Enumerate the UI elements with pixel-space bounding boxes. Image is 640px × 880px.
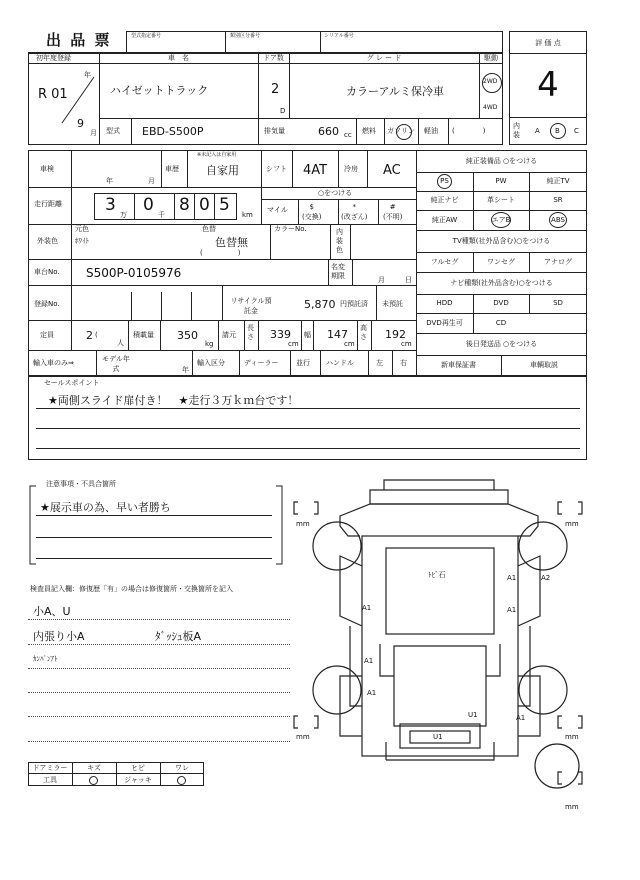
moto-label: 元色	[75, 225, 89, 233]
height-cm: cm	[401, 340, 412, 348]
legend-hibi: ヒビ	[131, 763, 145, 772]
moto: ﾎﾜｲﾄ	[75, 237, 89, 245]
width-cm: cm	[344, 340, 355, 348]
legend-jack: ジャッキ	[124, 775, 152, 784]
interior-a: A	[535, 127, 540, 135]
diagram-mark-a1-4: A1	[364, 657, 374, 665]
notes-bracket	[28, 484, 284, 566]
mileage-man: 万	[120, 211, 127, 219]
length-label: 長さ	[247, 324, 254, 341]
capacity: 2	[86, 329, 93, 342]
later-manual: 車輌取説	[530, 361, 558, 369]
oil-label: 軽油	[424, 127, 438, 135]
interior-c: C	[574, 127, 579, 135]
legend-tools-mark	[89, 776, 98, 785]
diagram-mark-a1-1: A1	[507, 574, 517, 582]
legend-jack-mark	[177, 776, 186, 785]
month-value: 9	[77, 117, 84, 130]
model-label: 型式	[106, 127, 120, 135]
interior-label: 内装	[513, 122, 520, 139]
inspector-line-2: 内張り小A	[33, 630, 85, 643]
history-label: 車歴	[165, 165, 179, 173]
capacity-persons: 人	[117, 339, 124, 347]
length-cm: cm	[288, 340, 299, 348]
reg-label: 登録No.	[34, 300, 60, 308]
displacement-label: 排気量	[264, 127, 285, 135]
legend-mirror: ドアミラー	[32, 763, 68, 772]
load-kg: kg	[205, 340, 214, 348]
mileage-choose: ○をつける	[318, 189, 353, 197]
height: 192	[385, 328, 406, 341]
recycle-yen: 円預託済	[340, 300, 368, 308]
interior-b: B	[555, 127, 560, 135]
door-label: ドア数	[263, 54, 284, 62]
import-dealer: ディーラー	[244, 359, 279, 367]
cooler: AC	[383, 163, 401, 178]
meigi-tsuki: 月	[378, 276, 385, 284]
diagram-mark-a1-3: A1	[507, 606, 517, 614]
later-warranty: 新車保証書	[441, 361, 476, 369]
mm-2: mm	[565, 520, 579, 528]
year-value: R 01	[38, 87, 68, 102]
katashiki-label: 型式指定番号	[131, 33, 162, 39]
notes-label: 注意事項・不具合箇所	[46, 480, 116, 488]
cc: cc	[344, 131, 352, 139]
import-heikou: 並行	[296, 359, 310, 367]
diagram-mark-a1-2: A1	[362, 604, 372, 612]
car-diagram	[290, 476, 590, 816]
inspector-label: 検査員記入欄：修復歴「有」の場合は修復箇所・交換箇所を記入	[30, 585, 233, 593]
drive-4wd: 4WD	[483, 104, 498, 111]
equip-ps: PS	[440, 177, 449, 185]
navi-title: ナビ種類(社外品含む)○をつける	[450, 278, 553, 287]
form-title: 出 品 票	[46, 31, 112, 49]
mileage-digit-3: 8	[179, 195, 190, 215]
sales-text: ★両側スライド扉付き！ ★走行３万ｋｍ台です！	[48, 394, 299, 407]
score-label: 評 価 点	[535, 38, 561, 47]
shaken-year: 年	[106, 177, 113, 185]
mileage-label: 走行距離	[34, 200, 62, 208]
mileage-digit-2: 0	[143, 195, 154, 215]
mm-3: mm	[296, 733, 310, 741]
model-year: モデル年式	[102, 355, 130, 373]
diagram-mark-a1-5: A1	[367, 689, 377, 697]
color-label: 外装色	[37, 237, 58, 245]
history-note: ※未記入は自家用	[197, 152, 237, 158]
chassis-label: 車台No.	[34, 268, 60, 276]
equip-abs: ABS	[551, 215, 565, 224]
shaken-label: 車検	[40, 165, 54, 173]
model: EBD-S500P	[142, 125, 204, 138]
ruibetsu-label: 類別区分番号	[230, 33, 261, 39]
mileage-sen: 千	[158, 211, 165, 219]
year-label: 初年度登録	[36, 54, 71, 62]
diagram-mark-a1-6: A1	[516, 714, 526, 722]
import-left: 左	[376, 359, 383, 367]
mm-5: mm	[565, 803, 579, 811]
mileage-digit-4: 0	[199, 195, 210, 215]
equip-sr: SR	[553, 196, 563, 204]
import-kubun: 輸入区分	[197, 359, 225, 367]
serial-label: シリアル番号	[324, 33, 354, 39]
mileage-fumei: # (不明)	[383, 203, 403, 221]
ukeoi-label: 請元	[222, 331, 236, 339]
equip-pw: PW	[495, 177, 507, 185]
chassis: S500P-0105976	[86, 266, 182, 280]
navi-hdd: HDD	[436, 299, 453, 307]
navi-sd: SD	[553, 299, 563, 307]
inspector-line-3: ﾀﾞｯｼｭ板A	[155, 630, 202, 643]
mileage-digit-1: 3	[105, 195, 116, 215]
year-prefix: 年	[84, 71, 91, 79]
legend-tools: 工具	[43, 775, 57, 784]
color-paren: ( )	[200, 249, 241, 257]
navi-dvd: DVD	[493, 299, 509, 307]
equip-leather: 革シート	[487, 196, 515, 204]
notes-text: ★展示車の為、早い者勝ち	[40, 501, 171, 514]
mileage-koukan: $ (交換)	[302, 203, 322, 221]
iro-label: 色替	[202, 225, 216, 233]
dvd-play: DVD再生可	[426, 318, 463, 327]
meigi-label: 名変期限	[331, 263, 345, 280]
door-sub: D	[280, 107, 286, 115]
mileage-kaizan: * (改ざん)	[341, 203, 368, 221]
diagram-mark-tobiishi: ﾄﾋﾞ石	[428, 571, 446, 579]
displacement: 660	[318, 125, 339, 138]
import-only: 輸入車のみ⇒	[33, 359, 74, 367]
legend-kizu: キズ	[87, 763, 101, 772]
later-title: 後日発送品 ○をつける	[465, 339, 538, 348]
shift-label: シフト	[266, 165, 287, 173]
month-unit: 月	[90, 129, 97, 137]
meigi-hi: 日	[405, 276, 412, 284]
recycle-label: リサイクル預託金	[230, 297, 272, 315]
length: 339	[270, 328, 291, 341]
drive-2wd: 2WD	[483, 78, 498, 85]
shift: 4AT	[303, 163, 328, 178]
sales-label: セールスポイント	[44, 379, 100, 387]
import-right: 右	[400, 359, 407, 367]
height-label: 高さ	[360, 324, 367, 341]
oil-bracket: ( )	[452, 127, 486, 135]
naisou-label: 内装色	[336, 228, 343, 254]
inspector-line-1: 小A、U	[33, 605, 71, 618]
shaken-month: 月	[148, 177, 155, 185]
tv-analog: アナログ	[544, 257, 572, 266]
doors: 2	[271, 82, 280, 97]
equip-title: 純正装備品 ○をつける	[465, 156, 538, 165]
fuel: ガソリン	[387, 127, 415, 135]
tv-title: TV種類(社外品含む)○をつける	[452, 236, 551, 245]
legend-ware: ワレ	[175, 763, 189, 772]
equip-tv: 純正TV	[546, 177, 570, 185]
tv-one: ワンセグ	[487, 257, 515, 266]
capacity-label: 定員	[40, 331, 54, 339]
recycle: 5,870	[304, 298, 336, 311]
car-name: ハイゼットトラック	[110, 84, 209, 97]
equip-aw: 純正AW	[431, 215, 458, 224]
import-nen: 年	[182, 366, 189, 374]
import-handle: ハンドル	[326, 359, 354, 367]
load-label: 積載量	[133, 331, 154, 339]
mm-4: mm	[565, 733, 579, 741]
cooler-label: 冷房	[344, 165, 358, 173]
equip-airbag: エアB	[491, 215, 511, 224]
colorno-label: カラーNo.	[274, 225, 307, 233]
mileage-km: km	[242, 211, 253, 219]
history: 自家用	[206, 164, 239, 177]
grade-label: グ レ ー ド	[366, 54, 402, 62]
diagram-mark-a2: A2	[541, 574, 551, 582]
equip-navi: 純正ナビ	[430, 196, 459, 204]
tv-full: フルセグ	[430, 257, 459, 266]
cd: CD	[495, 318, 507, 327]
drive-label: 駆動	[484, 54, 498, 62]
mileage-digit-5: 5	[219, 195, 230, 215]
mm-1: mm	[296, 520, 310, 528]
inspector-line-4: ｶﾝﾊﾟﾝｱﾄ	[33, 655, 58, 663]
mileage-mile: マイル	[267, 206, 288, 214]
iro: 色替無	[215, 236, 248, 249]
capacity-paren: (	[95, 331, 98, 339]
load: 350	[177, 329, 198, 342]
recycle-unpaid: 未預託	[382, 300, 403, 308]
diagram-mark-u1-1: U1	[468, 711, 478, 719]
diagram-mark-u1-2: U1	[433, 733, 443, 741]
score-value: 4	[537, 65, 559, 105]
width-label: 幅	[304, 331, 311, 339]
grade: カラーアルミ保冷車	[346, 85, 445, 98]
name-label: 車 名	[168, 54, 189, 62]
fuel-label: 燃料	[362, 127, 376, 135]
width: 147	[327, 328, 348, 341]
